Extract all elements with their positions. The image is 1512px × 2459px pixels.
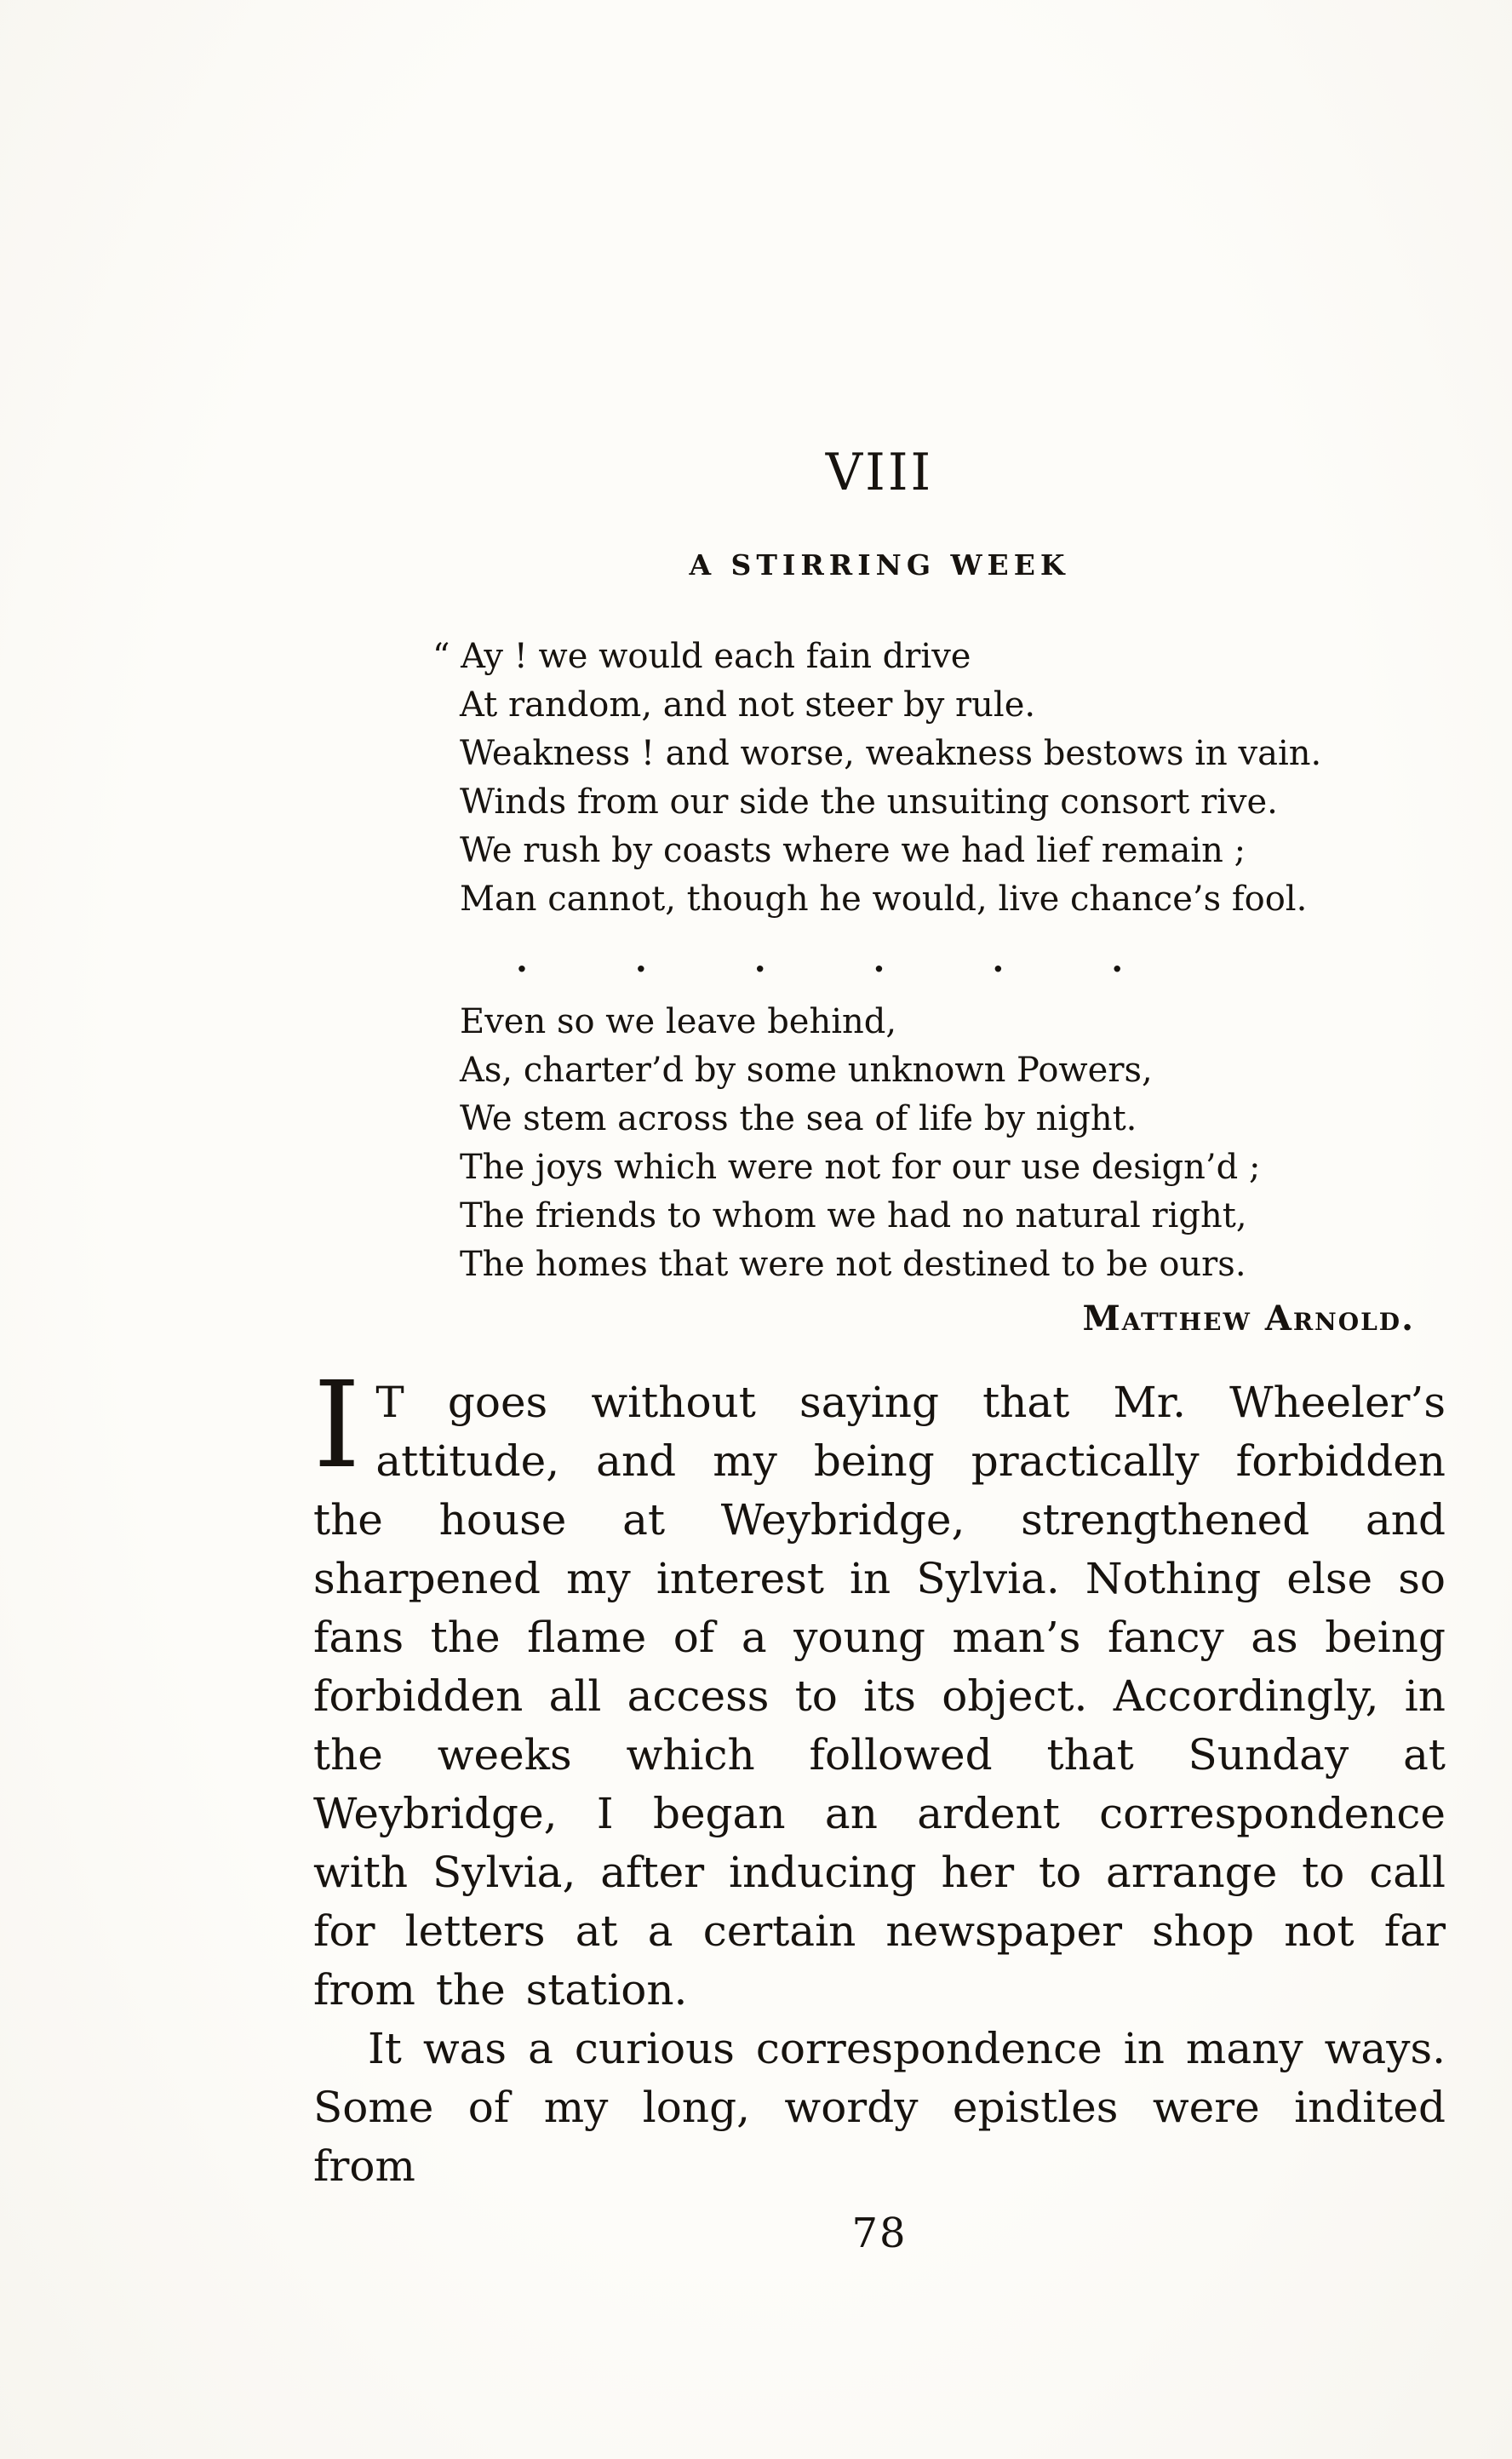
poem-line: Man cannot, though he would, live chance’s fool. bbox=[460, 880, 1308, 919]
paragraph-text: T goes without saying that Mr. Wheeler’s attitude, and my being practically forbidden the house at Weybridge, strengthened and sharpened my interest in Sylvia. Nothing else so fans the flame of a young man’s fancy as being forbidden all access to its object. Accordingly, in the weeks which followed that Sunday at Weybridge, I began an ardent correspondence with Sylvia, after inducing her to arrange to call for letters at a certain newspaper shop not far from the station. bbox=[313, 1378, 1446, 2015]
page-number: 78 bbox=[851, 2210, 908, 2257]
epigraph bbox=[432, 633, 1415, 1343]
poem-line: Even so we leave behind, bbox=[460, 1002, 897, 1041]
body-text bbox=[313, 1356, 1446, 2196]
drop-cap: I bbox=[313, 1356, 361, 1495]
poem-line: At random, and not steer by rule. bbox=[460, 685, 1036, 725]
poem-line: We rush by coasts where we had lief remain ; bbox=[460, 831, 1246, 870]
epigraph-stanza-2 bbox=[460, 998, 1415, 1289]
poem-line: We stem across the sea of life by night. bbox=[460, 1099, 1137, 1138]
poem-line: The joys which were not for our use design’d ; bbox=[460, 1148, 1261, 1187]
poem-line: Winds from our side the unsuiting consort rive. bbox=[460, 782, 1278, 822]
poem-line: The friends to whom we had no natural right, bbox=[460, 1196, 1247, 1235]
chapter-number: VIII bbox=[825, 443, 934, 502]
poem-line: “ Ay ! we would each fain drive bbox=[432, 637, 971, 676]
text-block bbox=[313, 443, 1446, 2257]
poem-line: Weakness ! and worse, weakness bestows in vain. bbox=[460, 734, 1322, 773]
paragraph bbox=[313, 1356, 1446, 2020]
poem-line: The homes that were not destined to be ours. bbox=[460, 1245, 1246, 1284]
poem-line: As, charter’d by some unknown Powers, bbox=[460, 1051, 1153, 1090]
epigraph-attribution: Matthew Arnold. bbox=[1082, 1298, 1415, 1338]
paragraph: It was a curious correspondence in many ways. Some of my long, wordy epistles were indited from bbox=[313, 2024, 1446, 2191]
stanza-separator-dots: . . . . . . bbox=[516, 940, 1124, 980]
epigraph-stanza-1 bbox=[432, 633, 1415, 924]
chapter-title: A STIRRING WEEK bbox=[689, 548, 1070, 582]
